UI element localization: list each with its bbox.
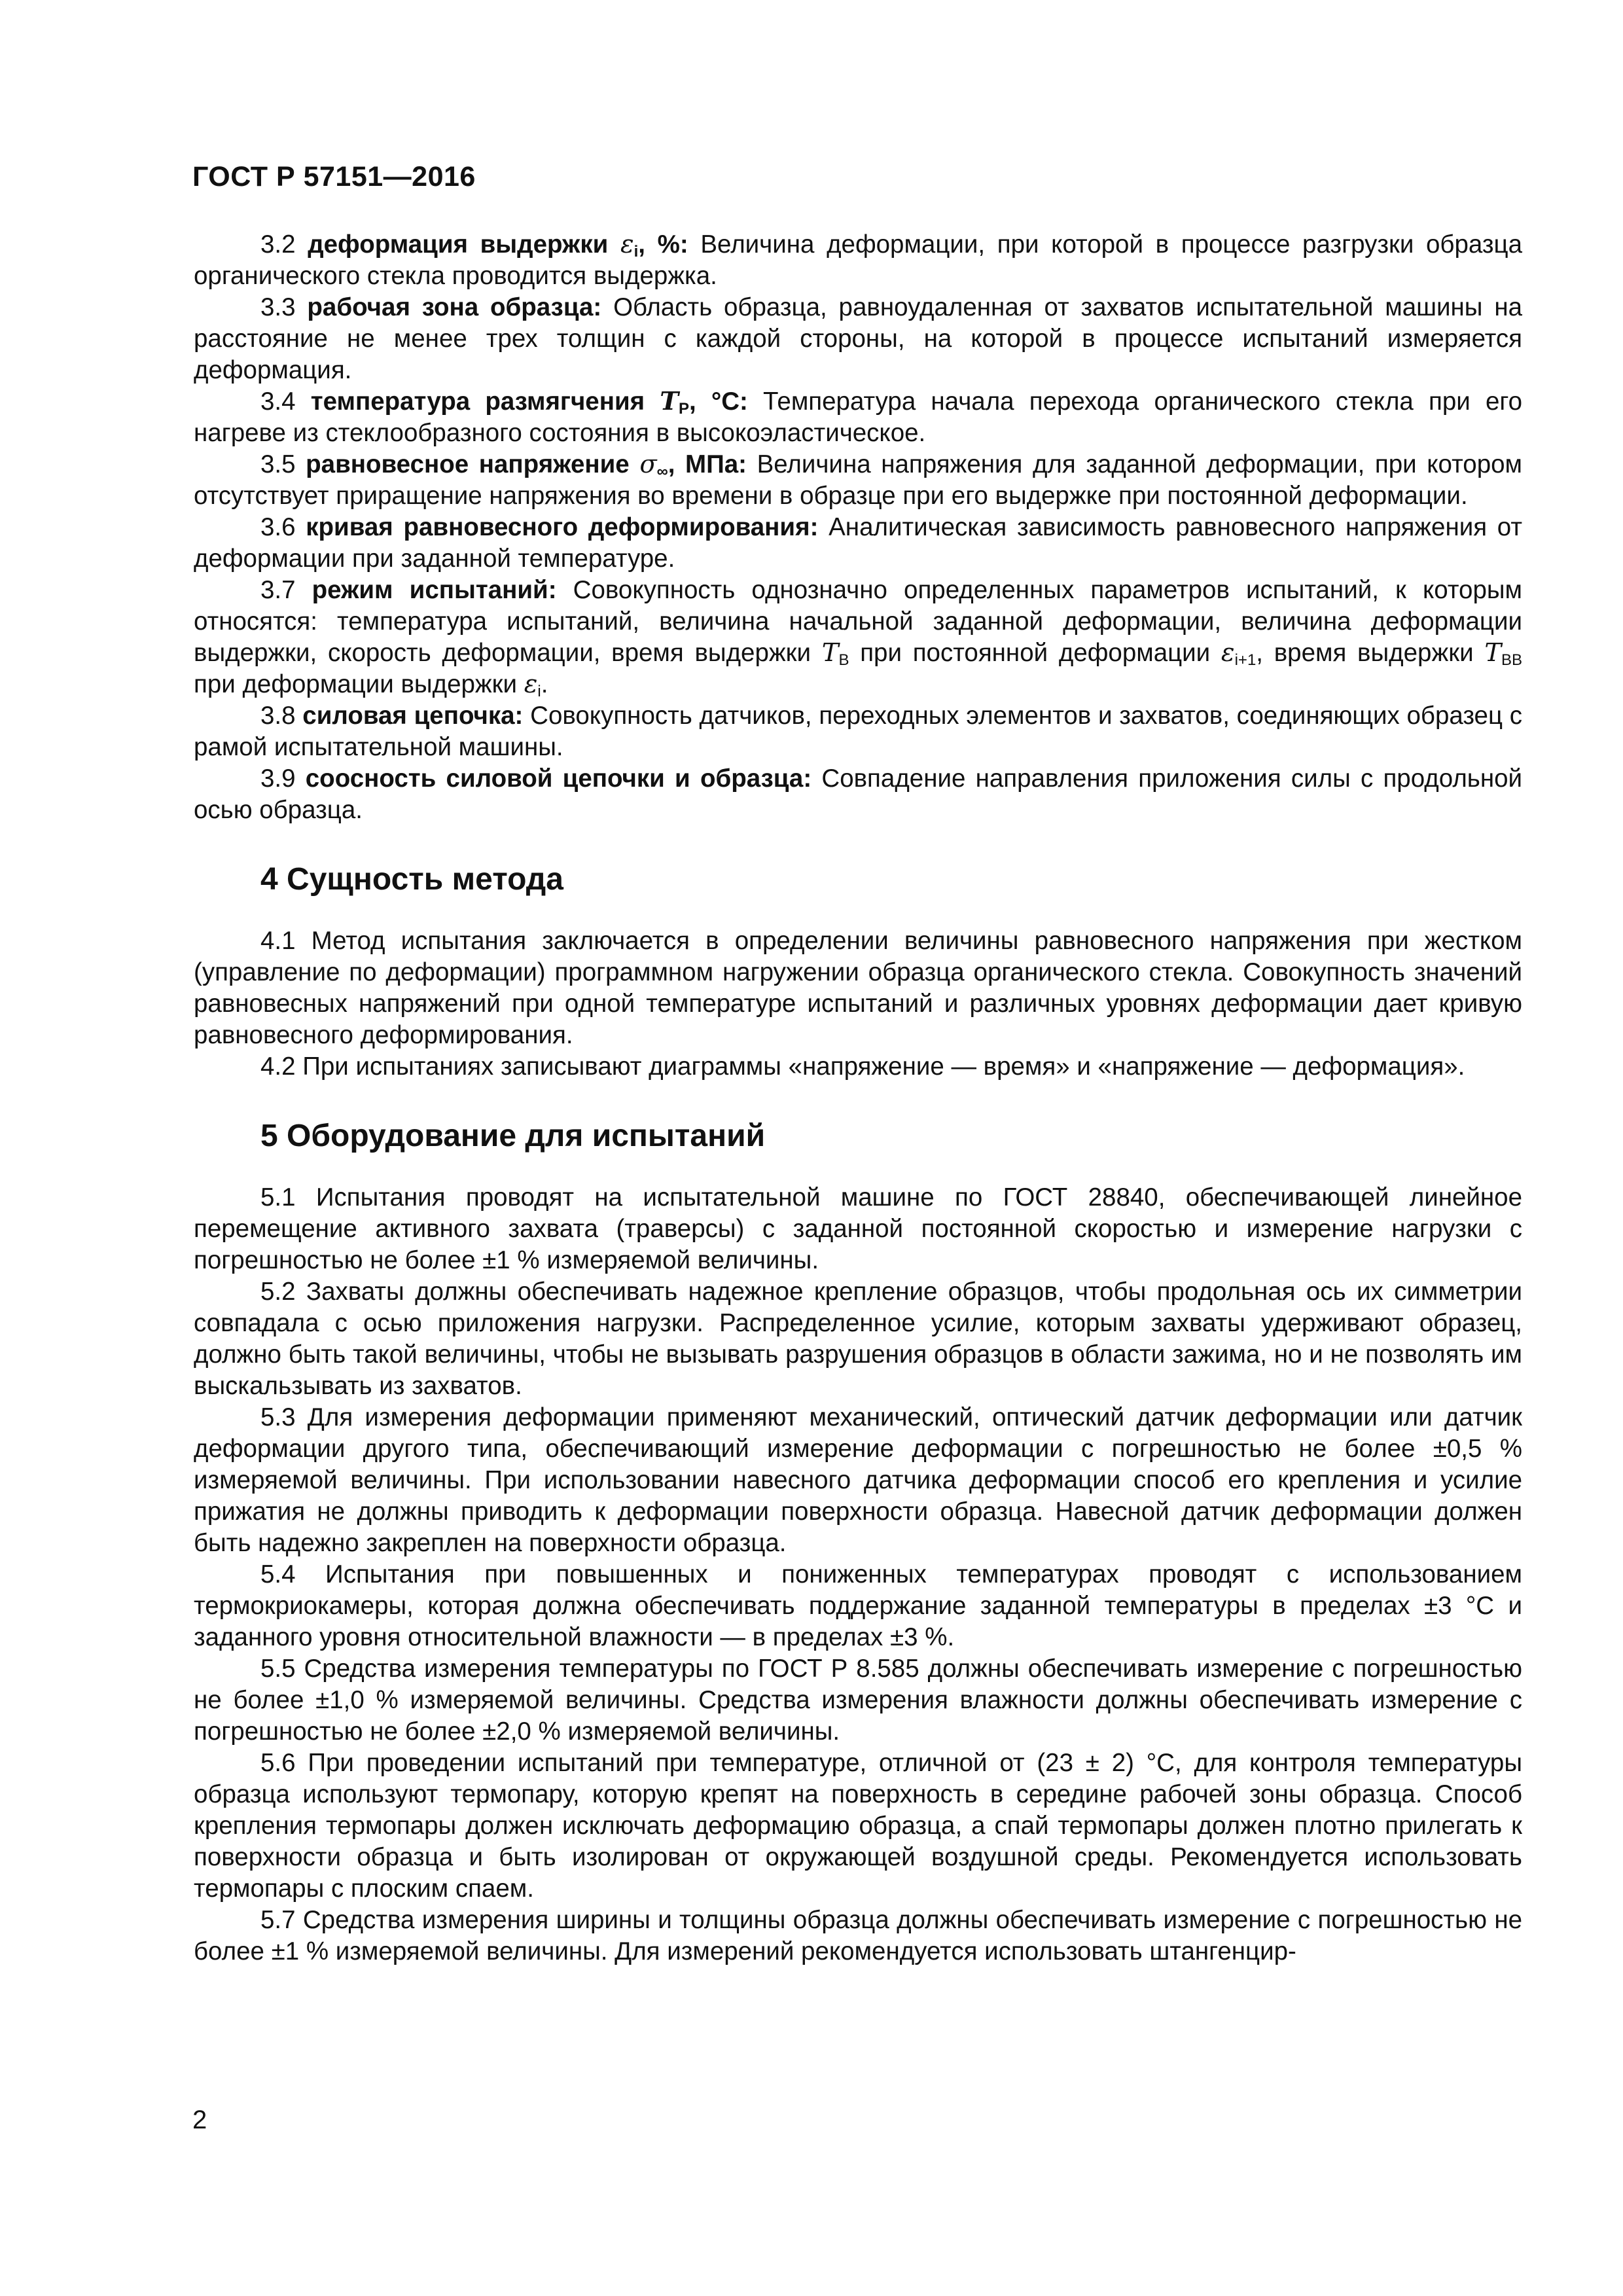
symbol-hold-time-hold-subscript: ВВ	[1501, 651, 1523, 669]
term-definition-part: , время выдержки	[1256, 639, 1474, 667]
term-3-7	[194, 575, 1522, 700]
term-unit: , МПа:	[668, 450, 747, 478]
paragraph-5-2: 5.2 Захваты должны обеспечивать надежное крепление образцов, чтобы продольная ось их симметрии совпадала с осью приложения нагрузки. Распределенное усилие, которым захваты удерживают образец, должно быть такой величины, чтобы не вызывать разрушения образцов в области зажима, но и не позволять им выскальзывать из захватов.	[194, 1278, 1522, 1400]
term-name: рабочая зона образца:	[307, 293, 602, 321]
symbol-strain-subscript: i+1	[1234, 651, 1257, 669]
paragraph-5-1: 5.1 Испытания проводят на испытательной машине по ГОСТ 28840, обеспечивающей линейное перемещение активного захвата (траверсы) с заданной постоянной скоростью и измерение нагрузки с погрешностью не более ±1 % измеряемой величины.	[194, 1183, 1522, 1274]
term-definition: Температура начала перехода органического стекла при его нагреве из стеклообразного состояния в высокоэластическое.	[194, 387, 1522, 447]
paragraph-5-4: 5.4 Испытания при повышенных и пониженных температурах проводят с использованием термокриокамеры, которая должна обеспечивать поддержание заданной температуры в пределах ±3 °С и заданного уровня относительной влажности — в пределах ±3 %.	[194, 1560, 1522, 1651]
term-number: 3.4	[260, 387, 296, 416]
term-3-9	[194, 763, 1522, 826]
term-name: режим испытаний:	[312, 576, 557, 604]
term-symbol-subscript: i	[633, 243, 639, 260]
term-symbol: σ	[639, 450, 657, 479]
paragraph-5-7: 5.7 Средства измерения ширины и толщины образца должны обеспечивать измерение с погрешностью не более ±1 % измеряемой величины. Для измерений рекомендуется использовать штангенцир-	[194, 1906, 1522, 1965]
term-3-6	[194, 512, 1522, 575]
term-number: 3.3	[260, 293, 296, 321]
symbol-hold-strain: ε	[524, 670, 538, 699]
term-name: равновесное напряжение	[306, 450, 630, 478]
term-definition: Совпадение направления приложения силы с продольной осью образца.	[194, 764, 1523, 824]
term-3-4	[194, 386, 1522, 449]
term-definition-part: при постоянной деформации	[860, 639, 1211, 667]
term-definition: Величина напряжения для заданной деформации, при котором отсутствует приращение напряжения во времени в образце при его выдержке при постоянной деформации.	[194, 450, 1523, 510]
term-symbol-subscript: Р	[678, 400, 689, 418]
page-content	[194, 229, 1522, 1967]
term-symbol: T	[660, 387, 679, 416]
term-number: 3.2	[260, 230, 296, 259]
paragraph-5-6: 5.6 При проведении испытаний при температуре, отличной от (23 ± 2) °С, для контроля температуры образца используют термопару, которую крепят на поверхность в середине рабочей зоны образца. Способ крепления термопары должен исключать деформацию образца, а спай термопары должен плотно прилегать к поверхности образца и быть изолирован от окружающей воздушной среды. Рекомендуется использовать термопары с плоским спаем.	[194, 1749, 1522, 1903]
term-number: 3.9	[260, 764, 296, 793]
term-name: соосность силовой цепочки и образца:	[305, 764, 812, 793]
term-3-8	[194, 700, 1522, 763]
symbol-hold-time: T	[821, 638, 839, 668]
document-code-header: ГОСТ Р 57151—2016	[192, 161, 476, 192]
term-3-5	[194, 449, 1522, 512]
term-name: кривая равновесного деформирования:	[306, 513, 819, 541]
term-3-2	[194, 229, 1522, 292]
term-definition: Область образца, равноудаленная от захватов испытательной машины на расстояние не менее трех толщин с каждой стороны, на которой в процессе испытаний измеряется деформация.	[194, 293, 1523, 384]
section-4-title: 4 Сущность метода	[260, 862, 563, 897]
term-definition: Аналитическая зависимость равновесного напряжения от деформации при заданной температуре.	[194, 513, 1522, 573]
term-name: силовая цепочка:	[302, 702, 524, 730]
term-definition: Совокупность однозначно определенных параметров испытаний, к которым относятся: температура испытаний, величина начальной заданной деформации, величина деформации выдержки, скорость деформации, время выдержки	[194, 576, 1522, 667]
term-definition-part: при деформации выдержки	[194, 670, 517, 698]
term-3-3	[194, 292, 1522, 386]
term-name: деформация выдержки	[308, 230, 609, 259]
paragraph-4-2: 4.2 При испытаниях записывают диаграммы «напряжение — время» и «напряжение — деформация».	[260, 1052, 1465, 1081]
paragraph-4-1: 4.1 Метод испытания заключается в определении величины равновесного напряжения при жестком (управление по деформации) программном нагружении образца органического стекла. Совокупность значений равновесных напряжений при одной температуре испытаний и различных уровнях деформации дает кривую равновесного деформирования.	[194, 927, 1522, 1049]
page-number: 2	[192, 2106, 207, 2134]
term-number: 3.6	[260, 513, 296, 541]
term-unit: , %:	[638, 230, 688, 259]
term-symbol: ε	[620, 230, 634, 259]
section-5-title: 5 Оборудование для испытаний	[260, 1119, 766, 1153]
term-definition-part: .	[541, 670, 548, 698]
symbol-hold-time-hold: T	[1484, 638, 1502, 668]
symbol-hold-strain-subscript: i	[537, 683, 541, 700]
term-definition: Совокупность датчиков, переходных элементов и захватов, соединяющих образец с рамой испытательной машины.	[194, 702, 1523, 761]
symbol-hold-time-subscript: В	[838, 651, 849, 669]
term-definition: Величина деформации, при которой в процессе разгрузки образца органического стекла проводится выдержка.	[194, 230, 1522, 290]
term-name: температура размягчения	[310, 387, 645, 416]
term-unit: , °С:	[688, 387, 748, 416]
term-number: 3.7	[260, 576, 296, 604]
symbol-strain: ε	[1221, 638, 1235, 668]
paragraph-5-3: 5.3 Для измерения деформации применяют механический, оптический датчик деформации или датчик деформации другого типа, обеспечивающий измерение деформации с погрешностью не более ±0,5 % измеряемой величины. При использовании навесного датчика деформации способ его крепления и усилие прижатия не должны приводить к деформации поверхности образца. Навесной датчик деформации должен быть надежно закреплен на поверхности образца.	[194, 1403, 1522, 1557]
term-number: 3.5	[260, 450, 296, 478]
paragraph-5-5: 5.5 Средства измерения температуры по ГОСТ Р 8.585 должны обеспечивать измерение с погрешностью не более ±1,0 % измеряемой величины. Средства измерения влажности должны обеспечивать измерение с погрешностью не более ±2,0 % измеряемой величины.	[194, 1655, 1522, 1746]
term-number: 3.8	[260, 702, 296, 730]
term-symbol-subscript: ∞	[656, 463, 668, 480]
